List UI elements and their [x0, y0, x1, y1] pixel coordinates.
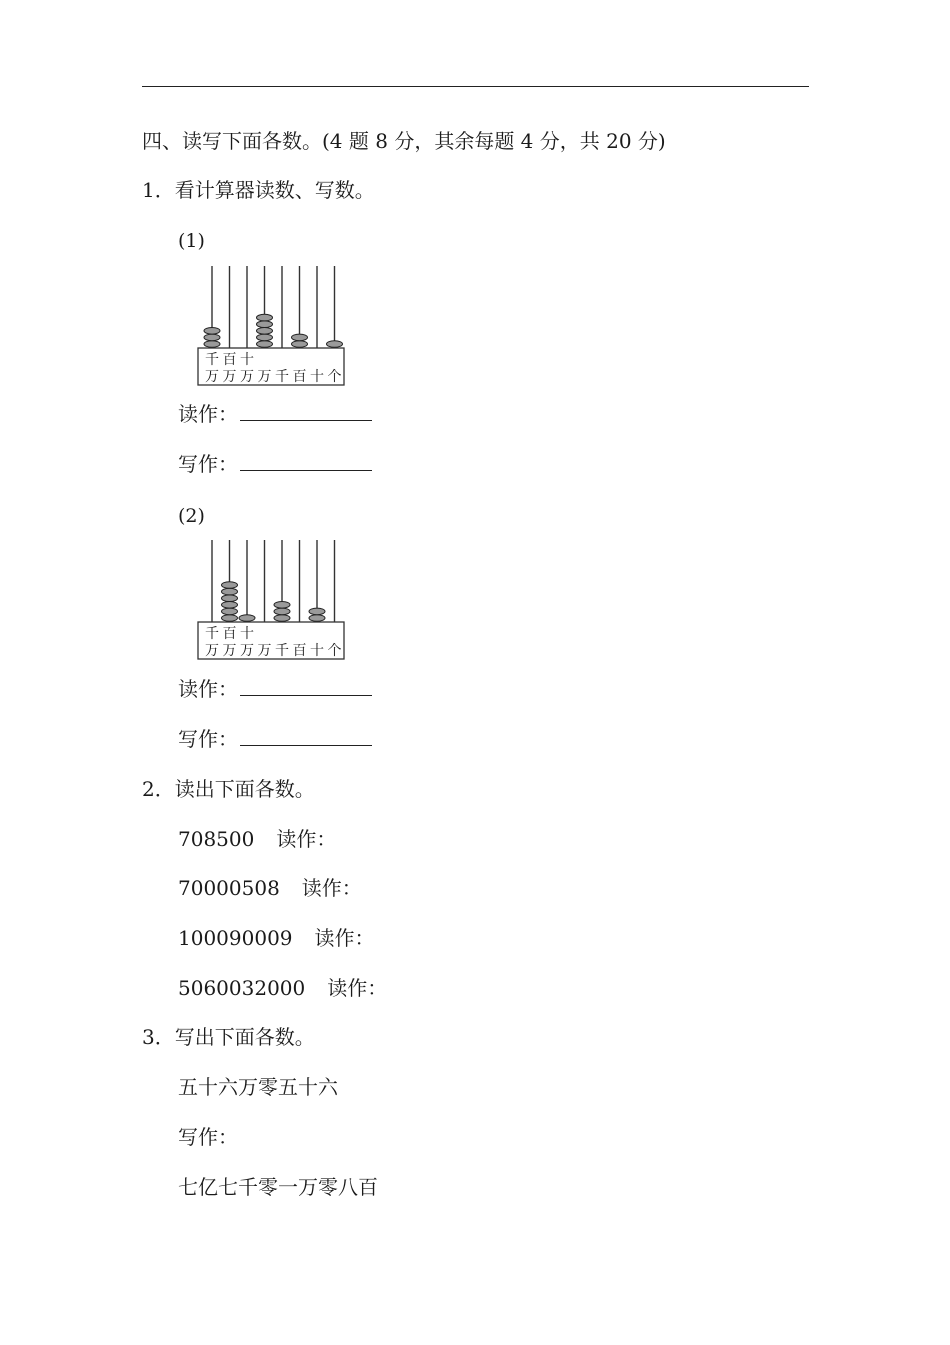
q2-title: 2．读出下面各数。	[142, 777, 315, 801]
abacus-place-label: 万	[205, 643, 219, 659]
q2-number: 70000508	[178, 876, 280, 900]
abacus-place-label: 十	[310, 369, 324, 385]
abacus-bead	[292, 341, 308, 348]
abacus-bead	[292, 334, 308, 341]
write-label: 写作：	[178, 452, 238, 476]
abacus-place-label: 百	[292, 369, 307, 385]
abacus-bead	[204, 334, 220, 341]
abacus-place-label: 千	[205, 352, 219, 368]
abacus-bead	[222, 582, 238, 589]
abacus-bead	[274, 608, 290, 615]
abacus-2	[196, 536, 348, 666]
read-label: 读作：	[178, 677, 238, 701]
abacus-place-label: 个	[327, 369, 342, 385]
q2-item	[178, 925, 375, 951]
q1-title: 1．看计算器读数、写数。	[142, 178, 375, 202]
abacus-bead	[274, 615, 290, 622]
abacus-bead	[274, 602, 290, 609]
abacus-bead	[257, 334, 273, 341]
q2-item	[178, 975, 387, 1001]
q2-number: 100090009	[178, 926, 293, 950]
read-label: 读作：	[178, 402, 238, 426]
abacus-place-label: 万	[205, 369, 219, 385]
abacus-bead	[222, 608, 238, 615]
abacus-place-label: 千	[205, 626, 219, 642]
abacus-place-label: 十	[240, 626, 254, 642]
abacus-place-label: 千	[275, 369, 289, 385]
q1-part2-label: (2)	[178, 505, 205, 527]
abacus-2-svg	[196, 536, 348, 662]
abacus-place-label: 个	[327, 643, 342, 659]
abacus-place-label: 百	[222, 626, 237, 642]
q3-title: 3．写出下面各数。	[142, 1025, 315, 1049]
abacus-place-label: 万	[222, 369, 237, 385]
header-rule	[142, 86, 809, 87]
abacus-place-label: 万	[257, 643, 272, 659]
answer-blank[interactable]	[240, 452, 372, 471]
q1-part2-read	[178, 676, 372, 702]
abacus-place-label: 十	[310, 643, 324, 659]
abacus-place-label: 万	[240, 643, 254, 659]
abacus-bead	[257, 314, 273, 321]
abacus-bead	[257, 341, 273, 348]
q1-part1-label: (1)	[178, 230, 205, 252]
abacus-bead	[222, 588, 238, 595]
abacus-place-label: 百	[222, 352, 237, 368]
abacus-1-svg	[196, 262, 348, 388]
abacus-bead	[222, 602, 238, 609]
abacus-place-label: 万	[257, 369, 272, 385]
q1-part1-write	[178, 451, 372, 477]
abacus-place-label: 百	[292, 643, 307, 659]
q2-item	[178, 875, 362, 901]
abacus-place-label: 千	[275, 643, 289, 659]
q3-item-2: 七亿七千零一万零八百	[178, 1175, 378, 1199]
answer-blank[interactable]	[240, 402, 372, 421]
abacus-bead	[204, 328, 220, 335]
abacus-place-label: 万	[222, 643, 237, 659]
abacus-place-label: 十	[240, 352, 254, 368]
section-title: 四、读写下面各数。(4 题 8 分，其余每题 4 分，共 20 分)	[142, 129, 666, 153]
q2-item	[178, 826, 336, 852]
answer-blank[interactable]	[240, 727, 372, 746]
q2-number: 5060032000	[178, 976, 306, 1000]
abacus-bead	[222, 615, 238, 622]
q3-write-label: 写作：	[178, 1125, 238, 1149]
q1-part2-write	[178, 726, 372, 752]
q2-number: 708500	[178, 827, 255, 851]
abacus-bead	[204, 341, 220, 348]
q2-read-label: 读作：	[301, 876, 362, 900]
q2-read-label: 读作：	[327, 976, 388, 1000]
q3-item-1: 五十六万零五十六	[178, 1075, 338, 1099]
q1-part1-read	[178, 401, 372, 427]
q2-read-label: 读作：	[276, 827, 337, 851]
abacus-bead	[309, 608, 325, 615]
abacus-bead	[239, 615, 255, 622]
q2-read-label: 读作：	[314, 926, 375, 950]
abacus-bead	[222, 595, 238, 602]
write-label: 写作：	[178, 727, 238, 751]
abacus-bead	[257, 321, 273, 328]
abacus-1	[196, 262, 348, 392]
abacus-bead	[257, 328, 273, 335]
abacus-bead	[327, 341, 343, 348]
abacus-bead	[309, 615, 325, 622]
answer-blank[interactable]	[240, 677, 372, 696]
abacus-place-label: 万	[240, 369, 254, 385]
